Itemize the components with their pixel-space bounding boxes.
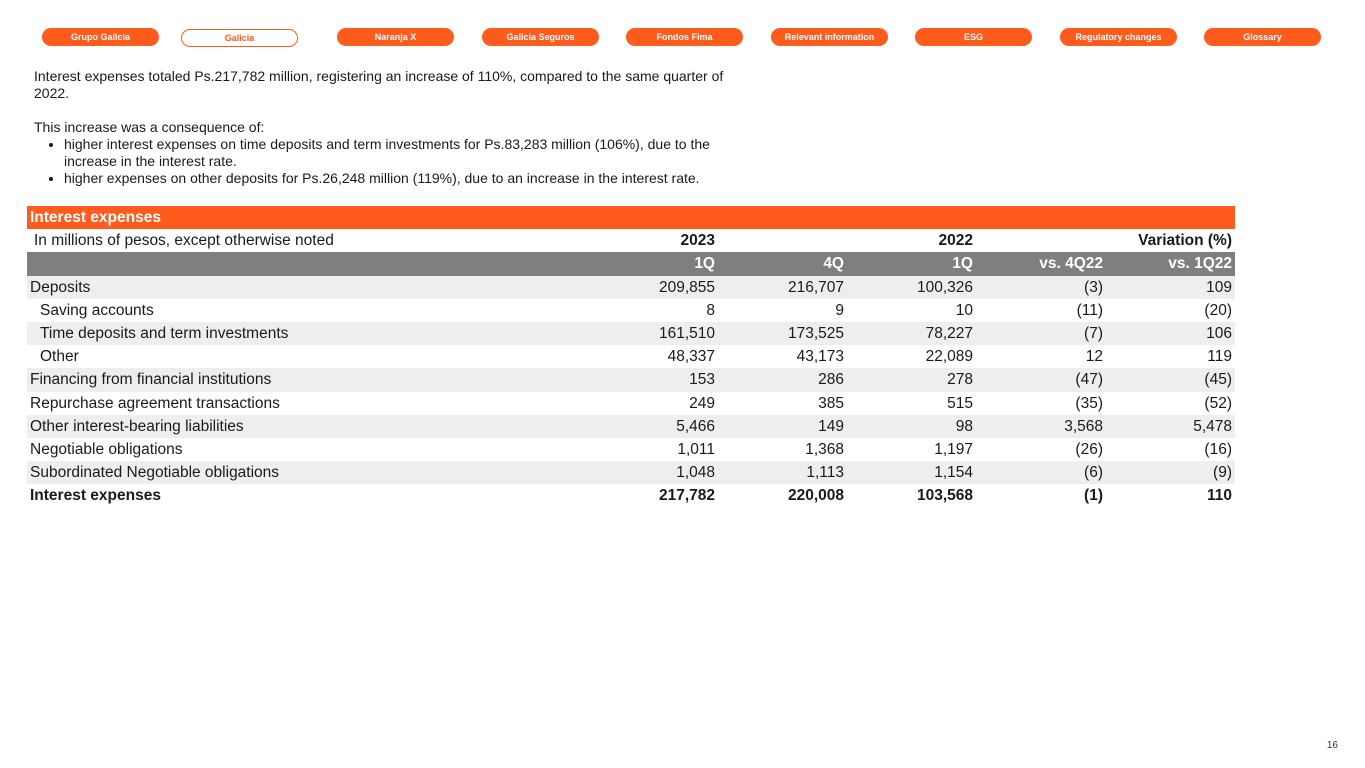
cell-value: 12 <box>1085 348 1103 366</box>
cell-value: 10 <box>955 301 973 319</box>
cell-value: (52) <box>1204 394 1232 412</box>
table-row <box>27 345 1235 368</box>
cell-value: 100,326 <box>916 278 973 296</box>
year-header-2022: 2022 <box>938 232 973 250</box>
cell-value: 1,011 <box>677 440 715 458</box>
row-label: Negotiable obligations <box>30 440 183 458</box>
table-row <box>27 415 1235 438</box>
nav-tab-galicia[interactable]: Galicia <box>181 29 298 47</box>
cell-value: 22,089 <box>925 348 973 366</box>
cell-value: (47) <box>1075 371 1103 389</box>
cell-value: (11) <box>1076 301 1103 319</box>
cell-value: (9) <box>1213 464 1232 482</box>
cell-value: 1,197 <box>934 440 973 458</box>
cell-value: 48,337 <box>667 348 715 366</box>
row-label: Other <box>40 348 79 366</box>
row-label: Deposits <box>30 278 91 296</box>
cell-value: 9 <box>835 301 844 319</box>
cell-value: 220,008 <box>787 487 844 505</box>
cell-value: 98 <box>955 417 973 435</box>
table-row <box>27 392 1235 415</box>
table-row <box>27 461 1235 484</box>
cell-value: 1,154 <box>934 464 973 482</box>
cell-value: 8 <box>706 301 715 319</box>
intro-paragraph-1: Interest expenses totaled Ps.217,782 million, registering an increase of 110%, compared to the same quarter of 2022. <box>34 68 724 101</box>
nav-tab-relevant-information[interactable]: Relevant information <box>771 28 888 46</box>
row-label: Time deposits and term investments <box>40 324 289 342</box>
row-label: Financing from financial institutions <box>30 371 272 389</box>
cell-value: (20) <box>1204 301 1232 319</box>
cell-value: 5,466 <box>676 417 715 435</box>
cell-value: 5,478 <box>1193 417 1232 435</box>
cell-value: (45) <box>1204 371 1232 389</box>
year-header-2023: 2023 <box>680 232 715 250</box>
cell-value: 106 <box>1206 324 1232 342</box>
cell-value: 515 <box>947 394 973 412</box>
column-header-row <box>27 252 1235 275</box>
cell-value: 1,048 <box>676 464 715 482</box>
cell-value: 385 <box>818 394 844 412</box>
intro-bullet-list <box>34 136 754 187</box>
cell-value: 149 <box>818 417 844 435</box>
column-header: vs. 1Q22 <box>1168 255 1232 273</box>
cell-value: 103,568 <box>916 487 973 505</box>
table-row <box>27 438 1235 461</box>
nav-tab-grupo-galicia[interactable]: Grupo Galicia <box>42 28 159 46</box>
cell-value: 153 <box>689 371 715 389</box>
cell-value: (3) <box>1084 278 1103 296</box>
column-header: 1Q <box>694 255 715 273</box>
cell-value: 109 <box>1206 278 1232 296</box>
cell-value: 249 <box>689 394 715 412</box>
table-title-row <box>27 206 1235 229</box>
cell-value: 209,855 <box>658 278 715 296</box>
cell-value: 216,707 <box>787 278 844 296</box>
row-label: Repurchase agreement transactions <box>30 394 280 412</box>
table-row <box>27 276 1235 299</box>
nav-tab-esg[interactable]: ESG <box>915 28 1032 46</box>
table-body <box>27 276 1235 508</box>
cell-value: (35) <box>1075 394 1103 412</box>
cell-value: 1,368 <box>805 440 844 458</box>
table-subtitle: In millions of pesos, except otherwise noted <box>34 232 334 250</box>
cell-value: (7) <box>1084 324 1103 342</box>
section-nav <box>42 28 1321 47</box>
nav-tab-galicia-seguros[interactable]: Galicia Seguros <box>482 28 599 46</box>
variation-header: Variation (%) <box>1138 232 1232 250</box>
cell-value: 1,113 <box>806 464 844 482</box>
nav-tab-fondos-fima[interactable]: Fondos Fima <box>626 28 743 46</box>
cell-value: 3,568 <box>1064 417 1103 435</box>
cell-value: (6) <box>1084 464 1103 482</box>
cell-value: 78,227 <box>925 324 973 342</box>
intro-bullet: • higher expenses on other deposits for Ps.26,248 million (119%), due to an increase in the interest rate. <box>64 170 754 187</box>
table-row <box>27 322 1235 345</box>
column-header: vs. 4Q22 <box>1039 255 1103 273</box>
intro-paragraph-2: This increase was a consequence of: <box>34 119 265 135</box>
table-row <box>27 299 1235 322</box>
nav-tab-naranja-x[interactable]: Naranja X <box>337 28 454 46</box>
row-label: Subordinated Negotiable obligations <box>30 464 280 482</box>
cell-value: 161,510 <box>658 324 715 342</box>
table-title: Interest expenses <box>30 209 161 226</box>
nav-tab-glossary[interactable]: Glossary <box>1204 28 1321 46</box>
interest-expenses-table <box>27 206 1235 507</box>
table-subtitle-row <box>27 229 1235 252</box>
nav-tab-regulatory-changes[interactable]: Regulatory changes <box>1060 28 1177 46</box>
cell-value: 286 <box>818 371 844 389</box>
row-label: Other interest-bearing liabilities <box>30 417 244 435</box>
intro-bullet: • higher interest expenses on time deposits and term investments for Ps.83,283 million (106%), due to the increase in the interest rate. <box>64 136 754 170</box>
row-label: Saving accounts <box>40 301 154 319</box>
cell-value: 110 <box>1206 487 1232 505</box>
cell-value: (1) <box>1084 487 1103 505</box>
cell-value: 278 <box>947 371 973 389</box>
cell-value: 43,173 <box>796 348 844 366</box>
cell-value: 119 <box>1207 348 1232 366</box>
cell-value: (16) <box>1204 440 1232 458</box>
row-label: Interest expenses <box>30 487 161 505</box>
total-row <box>27 484 1235 507</box>
column-header: 1Q <box>952 255 973 273</box>
table-row <box>27 368 1235 391</box>
cell-value: (26) <box>1075 440 1103 458</box>
page-number: 16 <box>1326 740 1338 751</box>
cell-value: 173,525 <box>787 324 844 342</box>
column-header: 4Q <box>823 255 844 273</box>
intro-text <box>34 68 754 187</box>
cell-value: 217,782 <box>658 487 715 505</box>
